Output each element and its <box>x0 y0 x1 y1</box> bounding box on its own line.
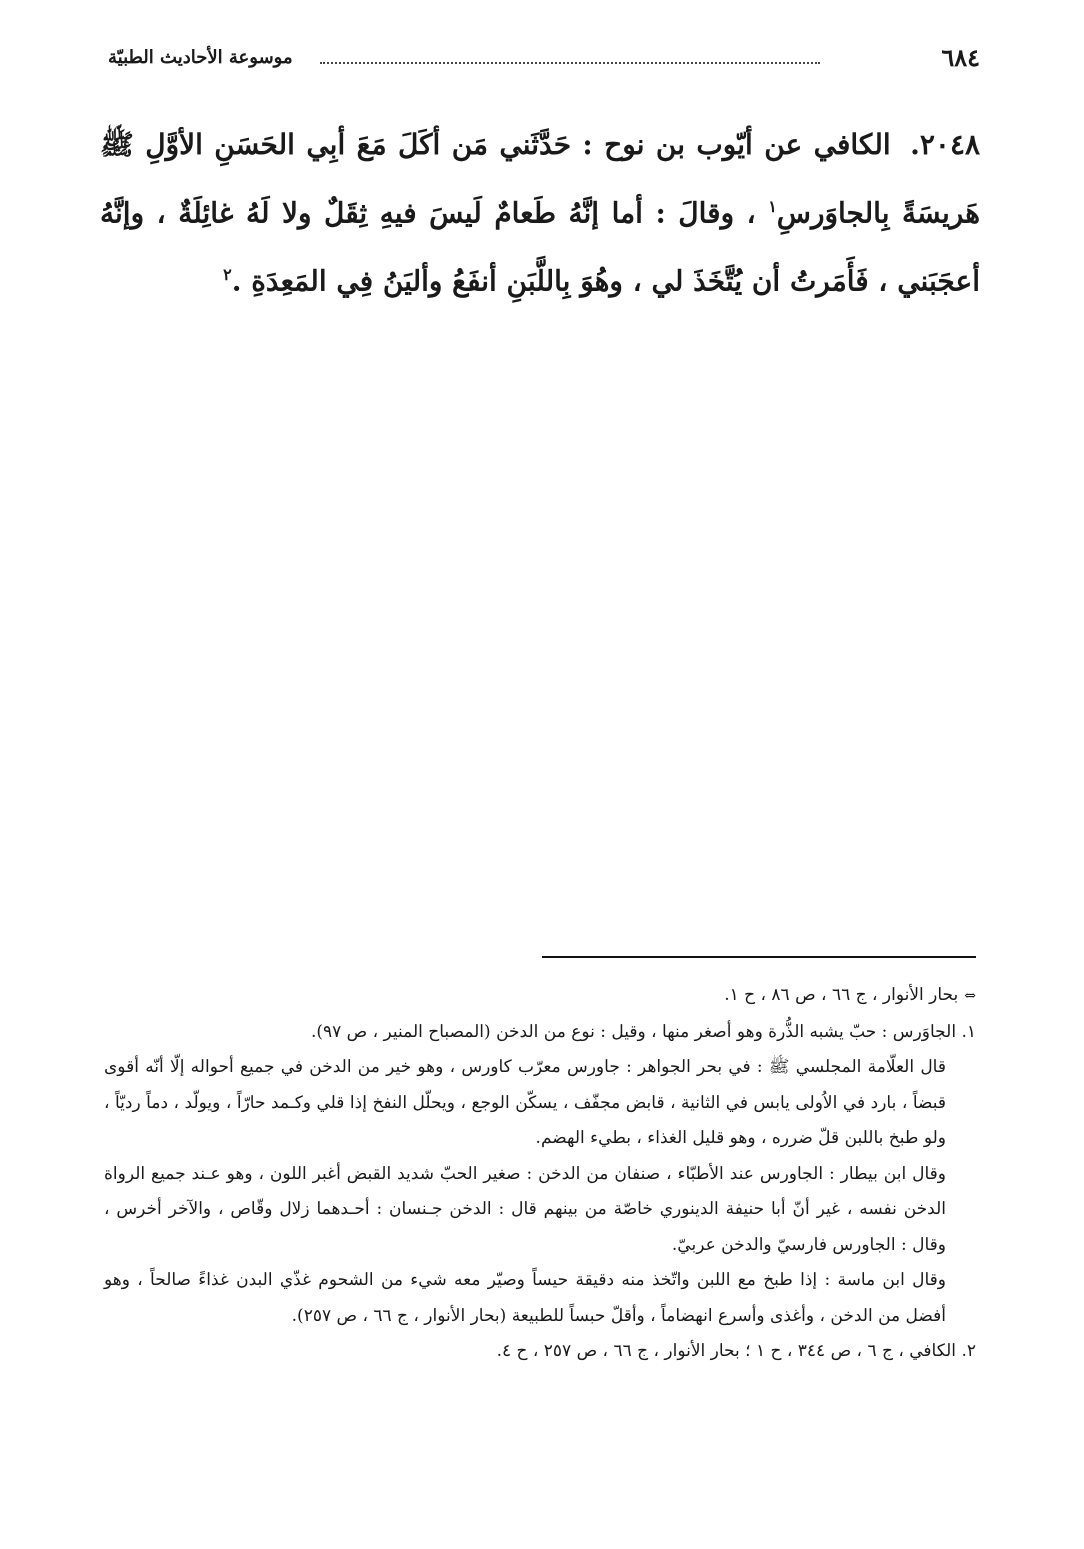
hadith-body-part2: ، وقالَ : أما إنَّهُ طَعامٌ لَيسَ فيهِ ثِقَلٌ ولا لَهُ غائِلَةٌ ، وإنَّهُ أعجَبَني ، فَأَمَرتُ أن يُتَّخَذَ لي ، وهُوَ بِاللَّبَنِ أنفَعُ وأليَنُ فِي المَعِدَةِ . <box>100 196 980 298</box>
footnote-1 <box>104 1015 976 1051</box>
footnote-ref-2[interactable]: ٢ <box>223 265 232 285</box>
footnote-2-text: الكافي ، ج ٦ ، ص ٣٤٤ ، ح ١ ؛ بحار الأنوار ، ج ٦٦ ، ص ٢٥٧ ، ح ٤. <box>496 1341 957 1361</box>
footnote-ref-1[interactable]: ١ <box>768 197 777 216</box>
footnote-1-text: الجاوَرس : حبّ يشبه الذُّرة وهو أصغر منها ، وقيل : نوع من الدخن (المصباح المنير ، ص ٩٧). <box>310 1021 957 1042</box>
footnotes <box>104 978 976 1370</box>
hadith-number: ٢٠٤٨. <box>910 128 981 161</box>
footnote-separator <box>542 956 976 958</box>
footnote-2-number: ٢. <box>961 1341 976 1361</box>
footnote-source <box>104 978 976 1015</box>
hadith-body-part1: الكافي عن أيّوب بن نوح : حَدَّثَني مَن أكَلَ مَعَ أبِي الحَسَنِ الأوَّلِ ﷺ هَريسَةً بِالجاوَرسِ <box>100 128 981 230</box>
header-dotted-leader <box>320 62 820 64</box>
footnote-1-number: ١. <box>961 1021 976 1042</box>
source-arrow-icon: ⇔ <box>964 988 976 1004</box>
hadith-text <box>100 114 980 313</box>
running-header <box>108 38 980 78</box>
page-number: ٦٨٤ <box>941 43 980 72</box>
source-text: بحار الأنوار ، ج ٦٦ ، ص ٨٦ ، ح ١. <box>724 985 959 1005</box>
footnote-2 <box>104 1334 976 1370</box>
footnote-1-para-baytar: وقال ابن بيطار : الجاورس عند الأطبّاء ، صنفان من الدخن : صغير الحبّ شديد القبض أغبر اللون ، وهو عـند جميع الرواة الدخن نفسه ، غير أنّ أبا حنيفة الدينوري خاصّة من بينهم قال : الدخن جـنسان : أحـدهما زلال وقّاص ، والآخر أخرس ، وقال : الجاورس فارسيّ والدخن عربيّ. <box>104 1163 946 1255</box>
footnote-1-para-masah: وقال ابن ماسة : إذا طبخ مع اللبن واتّخذ منه دقيقة حيساً وصيّر معه شيء من الشحوم غذّي البدن غذاءً صالحاً ، وهو أفضل من الدخن ، وأغذى وأسرع انهضاماً ، وأقلّ حبساً للطبيعة (بحار الأنوار ، ج ٦٦ ، ص ٢٥٧). <box>104 1270 946 1326</box>
footnote-1-para-majlisi: قال العلّامة المجلسي ﷺ : في بحر الجواهر : جاورس معرّب كاورس ، وهو خير من الدخن في جميع أحواله إلّا أنّه أقوى قبضاً ، بارد في الاُولى يابس في الثانية ، قابض مجفّف ، يسكّن الوجع ، ويحلّل النفخ إذا قلي وكـمد حارّاً ، ويولّد ، دماً رديّاً ، ولو طبخ باللبن قلّ ضرره ، وهو قليل الغذاء ، بطيء الهضم. <box>104 1057 946 1148</box>
running-title: موسوعة الأحاديث الطبيّة <box>108 47 293 68</box>
